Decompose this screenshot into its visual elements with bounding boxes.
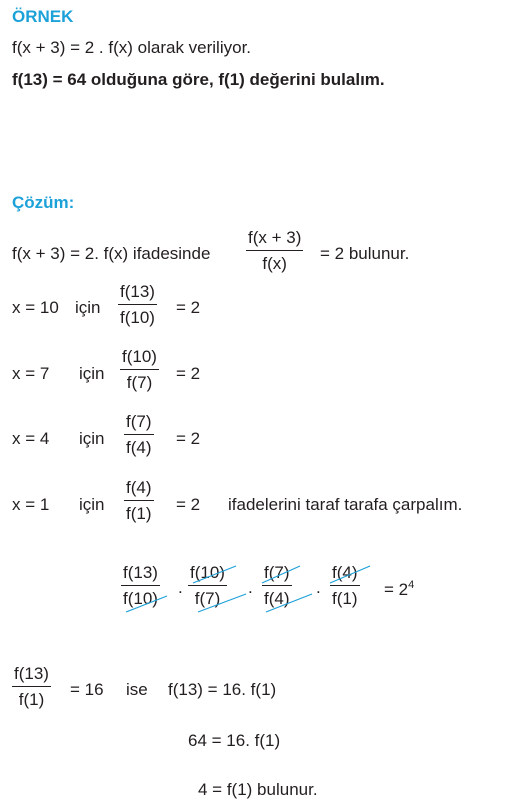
cancel-stroke — [262, 566, 300, 583]
solution-heading: Çözüm: — [12, 193, 75, 212]
conclusion-word: ise — [126, 680, 148, 699]
example-heading: ÖRNEK — [12, 7, 74, 26]
case-x: x = 4 — [12, 429, 50, 448]
intro-result: = 2 bulunur. — [320, 244, 410, 263]
case-denominator: f(10) — [120, 308, 155, 328]
product-result-exponent: 4 — [408, 579, 415, 591]
cancel-stroke — [330, 566, 370, 583]
conclusion-denominator: f(1) — [18, 690, 45, 710]
case-x: x = 10 — [12, 298, 59, 317]
conclusion-fraction — [12, 664, 51, 710]
case-x: x = 7 — [12, 364, 50, 383]
case-note: ifadelerini taraf tarafa çarpalım. — [228, 495, 463, 514]
conclusion-numerator: f(13) — [14, 664, 49, 683]
product-numerator: f(10) — [190, 563, 225, 582]
cancel-stroke — [126, 596, 167, 612]
case-for: için — [79, 429, 105, 448]
case-denominator: f(1) — [126, 504, 152, 524]
case-for: için — [75, 298, 101, 317]
case-for: için — [79, 364, 105, 383]
case-equals: = 2 — [176, 298, 201, 317]
example-question: f(13) = 64 olduğuna göre, f(1) değerini bulalım. — [12, 70, 385, 89]
conclusion-step-3: 4 = f(1) bulunur. — [198, 780, 318, 799]
case-for: için — [79, 495, 105, 514]
product-denominator: f(1) — [332, 589, 358, 609]
multiply-dot: . — [316, 578, 321, 597]
case-x: x = 1 — [12, 495, 50, 514]
case-denominator: f(7) — [126, 373, 153, 393]
product-result-base: = 2 — [384, 580, 409, 599]
cancel-stroke — [193, 566, 236, 583]
product-numerator: f(7) — [264, 563, 290, 582]
case-numerator: f(7) — [126, 412, 152, 431]
multiply-dot: . — [248, 578, 253, 597]
case-equals: = 2 — [176, 495, 201, 514]
example-line-1: f(x + 3) = 2 . f(x) olarak veriliyor. — [12, 38, 252, 57]
intro-denominator: f(x) — [262, 254, 287, 274]
conclusion-equation: f(13) = 16. f(1) — [168, 680, 277, 699]
case-equals: = 2 — [176, 429, 201, 448]
case-numerator: f(13) — [120, 282, 155, 301]
case-numerator: f(10) — [122, 347, 157, 366]
intro-numerator: f(x + 3) — [248, 228, 302, 247]
product-denominator: f(7) — [194, 589, 221, 609]
product-denominator: f(4) — [264, 589, 290, 609]
case-denominator: f(4) — [126, 438, 152, 458]
product-numerator: f(4) — [332, 563, 358, 582]
cancel-stroke — [198, 594, 246, 612]
conclusion-equals: = 16 — [70, 680, 104, 699]
product-numerator: f(13) — [123, 563, 158, 582]
cancel-stroke — [266, 594, 312, 612]
product-denominator: f(10) — [123, 589, 158, 609]
case-numerator: f(4) — [126, 478, 152, 497]
intro-text: f(x + 3) = 2. f(x) ifadesinde — [12, 244, 211, 263]
multiply-dot: . — [178, 578, 183, 597]
case-equals: = 2 — [176, 364, 201, 383]
conclusion-step-2: 64 = 16. f(1) — [188, 731, 281, 750]
